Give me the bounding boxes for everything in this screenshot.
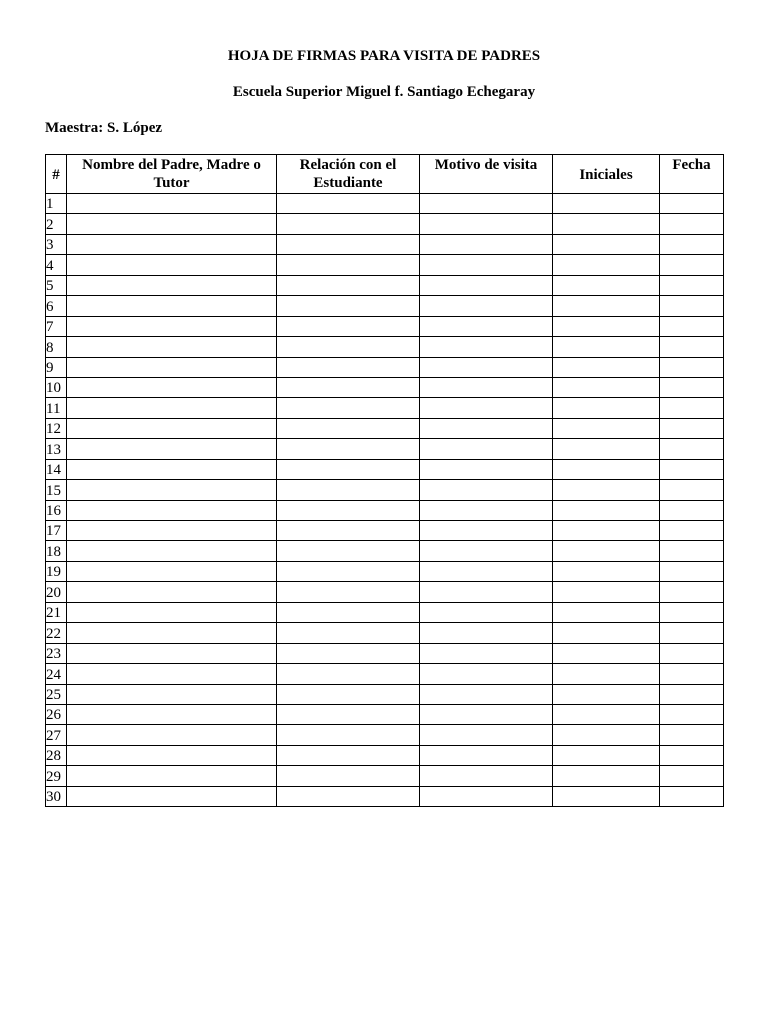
initials-cell[interactable] bbox=[553, 480, 660, 500]
date-cell[interactable] bbox=[660, 582, 724, 602]
date-cell[interactable] bbox=[660, 234, 724, 254]
parent-name-cell[interactable] bbox=[67, 725, 277, 745]
table-row bbox=[46, 725, 724, 745]
parent-name-cell[interactable] bbox=[67, 745, 277, 765]
table-row bbox=[46, 418, 724, 438]
signature-table bbox=[45, 154, 724, 807]
parent-name-cell[interactable] bbox=[67, 664, 277, 684]
date-cell[interactable] bbox=[660, 725, 724, 745]
relationship-cell[interactable] bbox=[277, 643, 420, 663]
column-header-date: Fecha bbox=[660, 155, 724, 194]
visit-reason-cell[interactable] bbox=[420, 234, 553, 254]
relationship-cell[interactable] bbox=[277, 275, 420, 295]
date-cell[interactable] bbox=[660, 480, 724, 500]
row-number: 1 bbox=[46, 194, 67, 214]
row-number: 15 bbox=[46, 480, 67, 500]
visit-reason-cell[interactable] bbox=[420, 214, 553, 234]
date-cell[interactable] bbox=[660, 766, 724, 786]
row-number: 14 bbox=[46, 459, 67, 479]
table-row bbox=[46, 357, 724, 377]
date-cell[interactable] bbox=[660, 296, 724, 316]
parent-name-cell[interactable] bbox=[67, 418, 277, 438]
initials-cell[interactable] bbox=[553, 521, 660, 541]
date-cell[interactable] bbox=[660, 337, 724, 357]
table-row bbox=[46, 602, 724, 622]
parent-name-cell[interactable] bbox=[67, 194, 277, 214]
parent-name-cell[interactable] bbox=[67, 357, 277, 377]
row-number: 10 bbox=[46, 377, 67, 397]
relationship-cell[interactable] bbox=[277, 500, 420, 520]
row-number: 23 bbox=[46, 643, 67, 663]
initials-cell[interactable] bbox=[553, 398, 660, 418]
visit-reason-cell[interactable] bbox=[420, 684, 553, 704]
row-number: 30 bbox=[46, 786, 67, 806]
row-number: 16 bbox=[46, 500, 67, 520]
parent-name-cell[interactable] bbox=[67, 439, 277, 459]
row-number: 11 bbox=[46, 398, 67, 418]
parent-name-cell[interactable] bbox=[67, 337, 277, 357]
visit-reason-cell[interactable] bbox=[420, 480, 553, 500]
date-cell[interactable] bbox=[660, 541, 724, 561]
date-cell[interactable] bbox=[660, 316, 724, 336]
table-row bbox=[46, 255, 724, 275]
parent-name-cell[interactable] bbox=[67, 480, 277, 500]
initials-cell[interactable] bbox=[553, 725, 660, 745]
parent-name-cell[interactable] bbox=[67, 296, 277, 316]
relationship-cell[interactable] bbox=[277, 439, 420, 459]
initials-cell[interactable] bbox=[553, 316, 660, 336]
initials-cell[interactable] bbox=[553, 766, 660, 786]
date-cell[interactable] bbox=[660, 459, 724, 479]
initials-cell[interactable] bbox=[553, 234, 660, 254]
visit-reason-cell[interactable] bbox=[420, 337, 553, 357]
table-row bbox=[46, 337, 724, 357]
visit-reason-cell[interactable] bbox=[420, 786, 553, 806]
visit-reason-cell[interactable] bbox=[420, 418, 553, 438]
relationship-cell[interactable] bbox=[277, 194, 420, 214]
parent-name-cell[interactable] bbox=[67, 623, 277, 643]
date-cell[interactable] bbox=[660, 255, 724, 275]
parent-name-cell[interactable] bbox=[67, 500, 277, 520]
table-row bbox=[46, 398, 724, 418]
visit-reason-cell[interactable] bbox=[420, 377, 553, 397]
relationship-cell[interactable] bbox=[277, 316, 420, 336]
table-row bbox=[46, 541, 724, 561]
relationship-cell[interactable] bbox=[277, 398, 420, 418]
row-number: 28 bbox=[46, 745, 67, 765]
relationship-cell[interactable] bbox=[277, 582, 420, 602]
initials-cell[interactable] bbox=[553, 194, 660, 214]
initials-cell[interactable] bbox=[553, 664, 660, 684]
table-row bbox=[46, 664, 724, 684]
visit-reason-cell[interactable] bbox=[420, 623, 553, 643]
visit-reason-cell[interactable] bbox=[420, 521, 553, 541]
initials-cell[interactable] bbox=[553, 214, 660, 234]
table-row bbox=[46, 766, 724, 786]
table-row bbox=[46, 786, 724, 806]
visit-reason-cell[interactable] bbox=[420, 296, 553, 316]
row-number: 5 bbox=[46, 275, 67, 295]
initials-cell[interactable] bbox=[553, 275, 660, 295]
table-row bbox=[46, 275, 724, 295]
date-cell[interactable] bbox=[660, 704, 724, 724]
initials-cell[interactable] bbox=[553, 296, 660, 316]
date-cell[interactable] bbox=[660, 684, 724, 704]
parent-name-cell[interactable] bbox=[67, 786, 277, 806]
date-cell[interactable] bbox=[660, 602, 724, 622]
column-header-visit-reason: Motivo de visita bbox=[420, 155, 553, 194]
date-cell[interactable] bbox=[660, 214, 724, 234]
visit-reason-cell[interactable] bbox=[420, 316, 553, 336]
date-cell[interactable] bbox=[660, 398, 724, 418]
row-number: 7 bbox=[46, 316, 67, 336]
parent-name-cell[interactable] bbox=[67, 602, 277, 622]
relationship-cell[interactable] bbox=[277, 623, 420, 643]
row-number: 9 bbox=[46, 357, 67, 377]
initials-cell[interactable] bbox=[553, 602, 660, 622]
visit-reason-cell[interactable] bbox=[420, 582, 553, 602]
parent-name-cell[interactable] bbox=[67, 255, 277, 275]
date-cell[interactable] bbox=[660, 521, 724, 541]
visit-reason-cell[interactable] bbox=[420, 255, 553, 275]
parent-name-cell[interactable] bbox=[67, 377, 277, 397]
date-cell[interactable] bbox=[660, 439, 724, 459]
row-number: 26 bbox=[46, 704, 67, 724]
relationship-cell[interactable] bbox=[277, 664, 420, 684]
teacher-name: Maestra: S. López bbox=[45, 120, 163, 136]
row-number: 3 bbox=[46, 234, 67, 254]
row-number: 20 bbox=[46, 582, 67, 602]
visit-reason-cell[interactable] bbox=[420, 602, 553, 622]
parent-name-cell[interactable] bbox=[67, 541, 277, 561]
row-number: 29 bbox=[46, 766, 67, 786]
visit-reason-cell[interactable] bbox=[420, 745, 553, 765]
relationship-cell[interactable] bbox=[277, 459, 420, 479]
table-row bbox=[46, 296, 724, 316]
relationship-cell[interactable] bbox=[277, 602, 420, 622]
row-number: 13 bbox=[46, 439, 67, 459]
row-number: 24 bbox=[46, 664, 67, 684]
relationship-cell[interactable] bbox=[277, 377, 420, 397]
initials-cell[interactable] bbox=[553, 337, 660, 357]
date-cell[interactable] bbox=[660, 275, 724, 295]
relationship-cell[interactable] bbox=[277, 766, 420, 786]
date-cell[interactable] bbox=[660, 664, 724, 684]
column-header-parent-name: Nombre del Padre, Madre o Tutor bbox=[67, 155, 277, 194]
initials-cell[interactable] bbox=[553, 561, 660, 581]
parent-name-cell[interactable] bbox=[67, 521, 277, 541]
relationship-cell[interactable] bbox=[277, 541, 420, 561]
date-cell[interactable] bbox=[660, 643, 724, 663]
visit-reason-cell[interactable] bbox=[420, 643, 553, 663]
school-name: Escuela Superior Miguel f. Santiago Echegaray bbox=[232, 84, 536, 100]
parent-name-cell[interactable] bbox=[67, 643, 277, 663]
relationship-cell[interactable] bbox=[277, 418, 420, 438]
initials-cell[interactable] bbox=[553, 541, 660, 561]
table-row bbox=[46, 521, 724, 541]
initials-cell[interactable] bbox=[553, 684, 660, 704]
initials-cell[interactable] bbox=[553, 704, 660, 724]
visit-reason-cell[interactable] bbox=[420, 766, 553, 786]
parent-name-cell[interactable] bbox=[67, 234, 277, 254]
date-cell[interactable] bbox=[660, 623, 724, 643]
parent-name-cell[interactable] bbox=[67, 561, 277, 581]
parent-name-cell[interactable] bbox=[67, 398, 277, 418]
visit-reason-cell[interactable] bbox=[420, 439, 553, 459]
date-cell[interactable] bbox=[660, 745, 724, 765]
table-row bbox=[46, 684, 724, 704]
visit-reason-cell[interactable] bbox=[420, 725, 553, 745]
initials-cell[interactable] bbox=[553, 623, 660, 643]
relationship-cell[interactable] bbox=[277, 357, 420, 377]
table-row bbox=[46, 643, 724, 663]
initials-cell[interactable] bbox=[553, 439, 660, 459]
initials-cell[interactable] bbox=[553, 500, 660, 520]
visit-reason-cell[interactable] bbox=[420, 541, 553, 561]
relationship-cell[interactable] bbox=[277, 704, 420, 724]
relationship-cell[interactable] bbox=[277, 684, 420, 704]
row-number: 21 bbox=[46, 602, 67, 622]
relationship-cell[interactable] bbox=[277, 745, 420, 765]
column-header-initials: Iniciales bbox=[553, 155, 660, 194]
relationship-cell[interactable] bbox=[277, 561, 420, 581]
date-cell[interactable] bbox=[660, 786, 724, 806]
initials-cell[interactable] bbox=[553, 418, 660, 438]
table-row bbox=[46, 194, 724, 214]
row-number: 8 bbox=[46, 337, 67, 357]
table-row bbox=[46, 377, 724, 397]
date-cell[interactable] bbox=[660, 500, 724, 520]
column-header-number: # bbox=[46, 155, 67, 194]
date-cell[interactable] bbox=[660, 357, 724, 377]
initials-cell[interactable] bbox=[553, 582, 660, 602]
initials-cell[interactable] bbox=[553, 255, 660, 275]
relationship-cell[interactable] bbox=[277, 521, 420, 541]
table-row bbox=[46, 623, 724, 643]
document-title: HOJA DE FIRMAS PARA VISITA DE PADRES bbox=[227, 48, 541, 64]
initials-cell[interactable] bbox=[553, 643, 660, 663]
initials-cell[interactable] bbox=[553, 786, 660, 806]
visit-reason-cell[interactable] bbox=[420, 500, 553, 520]
initials-cell[interactable] bbox=[553, 459, 660, 479]
visit-reason-cell[interactable] bbox=[420, 275, 553, 295]
table-header-row bbox=[46, 155, 724, 194]
parent-name-cell[interactable] bbox=[67, 766, 277, 786]
parent-name-cell[interactable] bbox=[67, 582, 277, 602]
table-row bbox=[46, 704, 724, 724]
initials-cell[interactable] bbox=[553, 357, 660, 377]
row-number: 19 bbox=[46, 561, 67, 581]
visit-reason-cell[interactable] bbox=[420, 664, 553, 684]
parent-name-cell[interactable] bbox=[67, 214, 277, 234]
row-number: 4 bbox=[46, 255, 67, 275]
table-row bbox=[46, 214, 724, 234]
table-row bbox=[46, 745, 724, 765]
initials-cell[interactable] bbox=[553, 377, 660, 397]
table-body bbox=[46, 194, 724, 807]
relationship-cell[interactable] bbox=[277, 480, 420, 500]
parent-name-cell[interactable] bbox=[67, 704, 277, 724]
table-row bbox=[46, 234, 724, 254]
table-row bbox=[46, 480, 724, 500]
relationship-cell[interactable] bbox=[277, 234, 420, 254]
initials-cell[interactable] bbox=[553, 745, 660, 765]
column-header-relationship: Relación con el Estudiante bbox=[277, 155, 420, 194]
row-number: 2 bbox=[46, 214, 67, 234]
row-number: 17 bbox=[46, 521, 67, 541]
visit-reason-cell[interactable] bbox=[420, 194, 553, 214]
visit-reason-cell[interactable] bbox=[420, 398, 553, 418]
row-number: 6 bbox=[46, 296, 67, 316]
visit-reason-cell[interactable] bbox=[420, 459, 553, 479]
date-cell[interactable] bbox=[660, 561, 724, 581]
visit-reason-cell[interactable] bbox=[420, 357, 553, 377]
date-cell[interactable] bbox=[660, 377, 724, 397]
relationship-cell[interactable] bbox=[277, 725, 420, 745]
visit-reason-cell[interactable] bbox=[420, 704, 553, 724]
parent-name-cell[interactable] bbox=[67, 459, 277, 479]
row-number: 27 bbox=[46, 725, 67, 745]
parent-name-cell[interactable] bbox=[67, 684, 277, 704]
parent-name-cell[interactable] bbox=[67, 275, 277, 295]
row-number: 22 bbox=[46, 623, 67, 643]
table-row bbox=[46, 439, 724, 459]
row-number: 25 bbox=[46, 684, 67, 704]
table-row bbox=[46, 500, 724, 520]
table-row bbox=[46, 561, 724, 581]
relationship-cell[interactable] bbox=[277, 296, 420, 316]
visit-reason-cell[interactable] bbox=[420, 561, 553, 581]
table-row bbox=[46, 316, 724, 336]
table-row bbox=[46, 582, 724, 602]
row-number: 12 bbox=[46, 418, 67, 438]
parent-name-cell[interactable] bbox=[67, 316, 277, 336]
table-row bbox=[46, 459, 724, 479]
relationship-cell[interactable] bbox=[277, 255, 420, 275]
date-cell[interactable] bbox=[660, 194, 724, 214]
date-cell[interactable] bbox=[660, 418, 724, 438]
relationship-cell[interactable] bbox=[277, 214, 420, 234]
relationship-cell[interactable] bbox=[277, 786, 420, 806]
relationship-cell[interactable] bbox=[277, 337, 420, 357]
row-number: 18 bbox=[46, 541, 67, 561]
